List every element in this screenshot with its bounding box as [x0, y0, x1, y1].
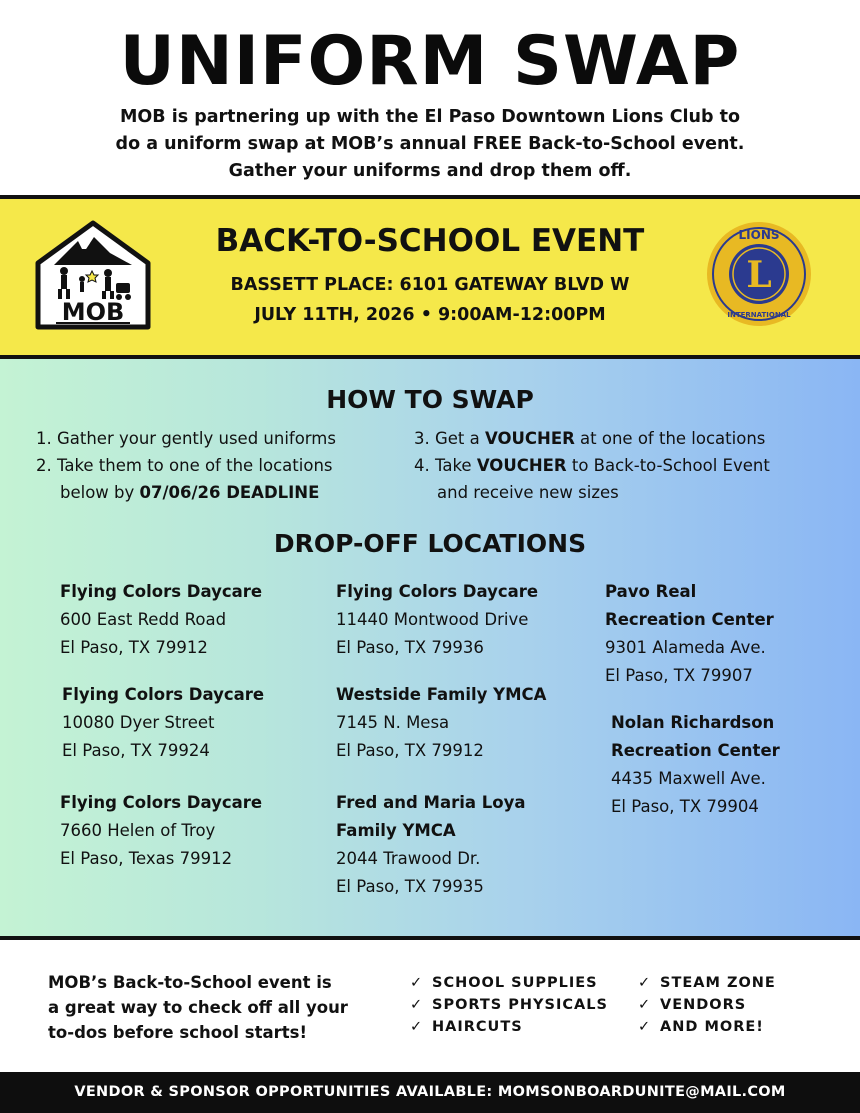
deadline: 07/06/26 DEADLINE [139, 483, 320, 502]
location-city: El Paso, Texas 79912 [60, 849, 233, 868]
location-name: Fred and Maria Loya [336, 793, 526, 812]
footer-line: MOB’s Back-to-School event is [48, 973, 332, 992]
checklist-item [638, 1016, 776, 1038]
checklist-label: VENDORS [660, 997, 747, 1013]
voucher-label: VOUCHER [485, 429, 575, 448]
location-name: Westside Family YMCA [336, 685, 547, 704]
location-name: Flying Colors Daycare [60, 793, 263, 812]
event-title: BACK-TO-SCHOOL EVENT [215, 223, 645, 259]
location-city: El Paso, TX 79904 [611, 797, 759, 816]
location-item [336, 681, 546, 765]
location-item [336, 578, 538, 662]
footer-text [48, 970, 388, 1045]
location-address: 2044 Trawood Dr. [336, 849, 481, 868]
step-4-cont: and receive new sizes [437, 483, 619, 502]
location-name-line2: Family YMCA [336, 821, 456, 840]
page-title: UNIFORM SWAP [119, 22, 741, 101]
event-banner [0, 199, 860, 355]
footer-line: to-dos before school starts! [48, 1023, 308, 1042]
location-name: Flying Colors Daycare [62, 685, 265, 704]
checklist-item [410, 1016, 608, 1038]
location-name: Flying Colors Daycare [336, 582, 539, 601]
lions-logo-bottom: INTERNATIONAL [727, 311, 791, 319]
location-item [611, 709, 780, 821]
main-section [0, 359, 860, 936]
location-address: 11440 Montwood Drive [336, 610, 529, 629]
intro-line: do a uniform swap at MOB’s annual FREE Back-to-School event. [115, 134, 745, 154]
how-to-swap-title: HOW TO SWAP [326, 385, 534, 414]
step-2-text: below by [60, 483, 140, 502]
intro-line: MOB is partnering up with the El Paso Downtown Lions Club to [119, 107, 740, 127]
location-name: Pavo Real [605, 582, 697, 601]
location-name: Flying Colors Daycare [60, 582, 263, 601]
check-icon: ✓ [638, 975, 652, 991]
intro-line: Gather your uniforms and drop them off. [228, 161, 632, 181]
step-4 [414, 452, 770, 479]
location-address: 9301 Alameda Ave. [605, 638, 766, 657]
checklist-column-2 [638, 972, 776, 1038]
voucher-label: VOUCHER [476, 456, 567, 475]
location-city: El Paso, TX 79936 [336, 638, 484, 657]
checklist-label: SPORTS PHYSICALS [432, 997, 608, 1013]
location-address: 600 East Redd Road [60, 610, 227, 629]
check-icon: ✓ [410, 997, 424, 1013]
event-datetime: JULY 11TH, 2026 • 9:00AM-12:00PM [254, 305, 606, 325]
location-name: Nolan Richardson [611, 713, 775, 732]
step-2: 2. Take them to one of the locations [36, 456, 333, 475]
location-address: 4435 Maxwell Ave. [611, 769, 766, 788]
location-address: 7145 N. Mesa [336, 713, 450, 732]
checklist-item [410, 994, 608, 1016]
location-city: El Paso, TX 79912 [336, 741, 484, 760]
footer-line: a great way to check off all your [48, 998, 348, 1017]
location-city: El Paso, TX 79924 [62, 741, 210, 760]
mob-logo-text: MOB [61, 298, 125, 326]
step-1: 1. Gather your gently used uniforms [36, 429, 336, 448]
checklist-column-1 [410, 972, 608, 1038]
step-2-cont [60, 479, 319, 506]
lions-logo-letter: L [746, 254, 772, 296]
checklist-item [410, 972, 608, 994]
checklist-item [638, 994, 776, 1016]
step-4-text-end: to Back-to-School Event [566, 456, 770, 475]
location-city: El Paso, TX 79912 [60, 638, 208, 657]
check-icon: ✓ [410, 975, 424, 991]
check-icon: ✓ [638, 997, 652, 1013]
header [0, 0, 860, 197]
step-3 [414, 425, 765, 452]
check-icon: ✓ [638, 1019, 652, 1035]
location-item [60, 789, 262, 873]
location-address: 7660 Helen of Troy [60, 821, 216, 840]
location-city: El Paso, TX 79935 [336, 877, 484, 896]
checklist-label: SCHOOL SUPPLIES [432, 975, 598, 991]
location-item [336, 789, 526, 901]
footer [0, 940, 860, 1072]
step-3-text: 3. Get a [414, 429, 485, 448]
step-3-text-end: at one of the locations [574, 429, 766, 448]
mob-logo [34, 219, 152, 331]
dropoff-title: DROP-OFF LOCATIONS [273, 529, 587, 558]
location-item [60, 578, 262, 662]
checklist-item [638, 972, 776, 994]
intro-text [70, 104, 790, 185]
location-city: El Paso, TX 79907 [605, 666, 753, 685]
checklist-label: HAIRCUTS [432, 1019, 523, 1035]
location-name-line2: Recreation Center [605, 610, 774, 629]
lions-logo-top: LIONS [738, 228, 780, 242]
location-address: 10080 Dyer Street [62, 713, 215, 732]
event-location: BASSETT PLACE: 6101 GATEWAY BLVD W [230, 275, 630, 295]
checklist-label: AND MORE! [660, 1019, 764, 1035]
lions-logo [704, 219, 814, 329]
check-icon: ✓ [410, 1019, 424, 1035]
location-name-line2: Recreation Center [611, 741, 780, 760]
location-item [605, 578, 774, 690]
checklist-label: STEAM ZONE [660, 975, 776, 991]
sponsor-bar: VENDOR & SPONSOR OPPORTUNITIES AVAILABLE: MOMSONBOARDUNITE@MAIL.COM [0, 1072, 860, 1113]
step-4-text: 4. Take [414, 456, 477, 475]
location-item [62, 681, 264, 765]
